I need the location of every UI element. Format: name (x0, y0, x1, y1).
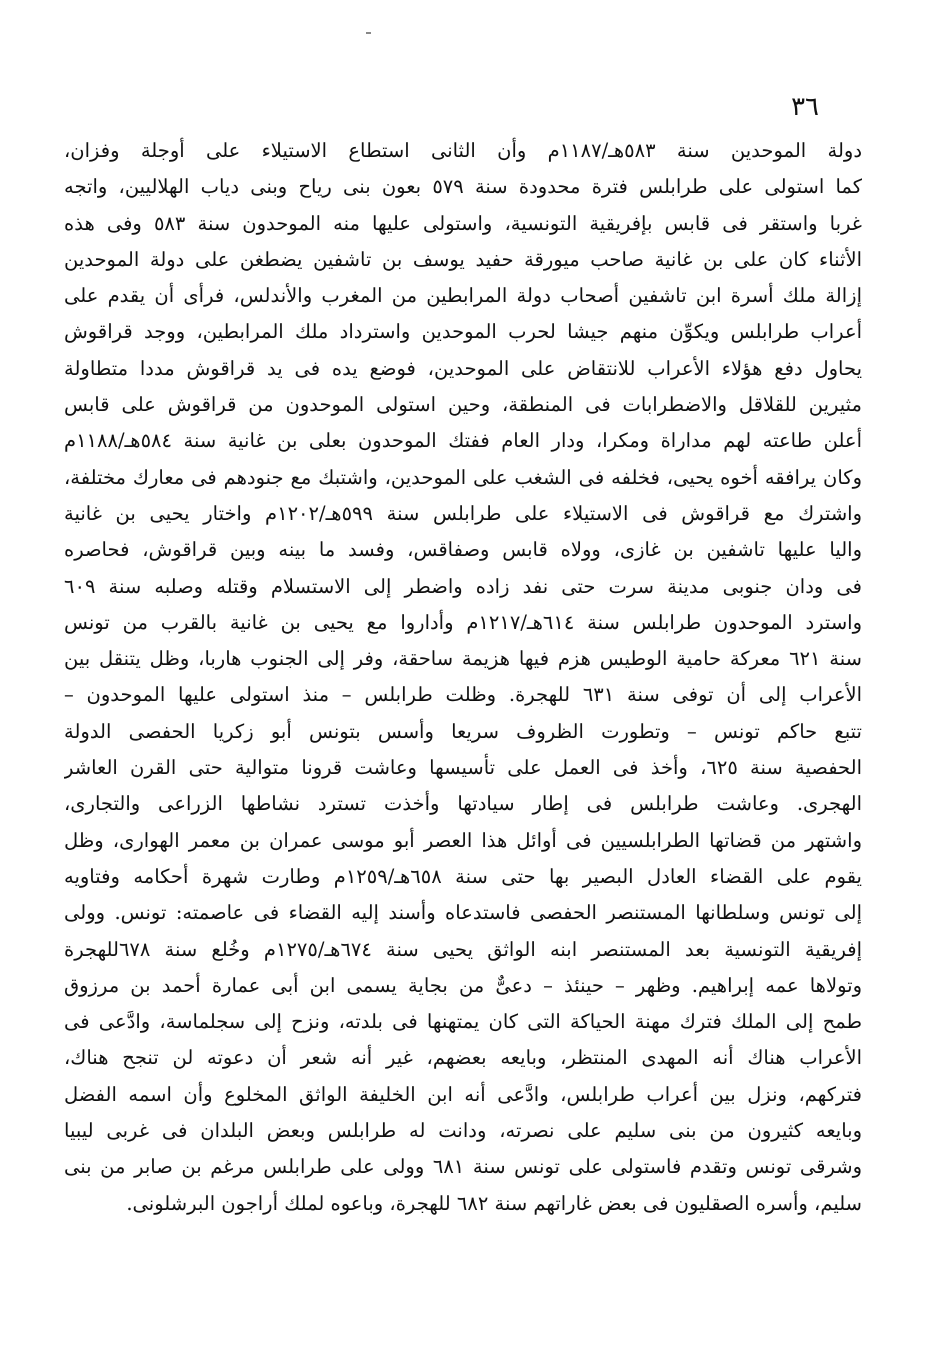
text-line: طمح إلى الملك فترك مهنة الحياكة التى كان يمتهنها فى بلدته، ونزح إلى سجلماسة، وادَّعى فى (64, 1010, 862, 1034)
text-line: يحاول دفع هؤلاء الأعراب للانتقاض على الموحدين، فوضع يده فى يد قراقوش مددا متطاولة (64, 356, 862, 380)
text-line: الأعراب إلى أن توفى سنة ٦٣١ للهجرة. وظلت طرابلس – منذ استولى عليها الموحدون – (64, 683, 862, 707)
text-line: الأعراب هناك أنه المهدى المنتظر، وبايعه بعضهم، غير أنه شعر أن دعوته لن تنجح هناك، (64, 1046, 862, 1070)
body-text (64, 133, 862, 1222)
text-line: تتبع حاكم تونس – وتطورت الظروف سريعا وأسس بتونس أبو زكريا الحفصى الدولة (64, 719, 862, 743)
text-line: الحفصية سنة ٦٢٥، وأخذ فى العمل على تأسيسها وعاشت قرونا متوالية حتى القرن العاشر (64, 756, 862, 780)
page-number: ٣٦ (791, 92, 819, 122)
text-line: واليا عليها تاشفين بن غازى، وولاه قابس وصفاقس، وفسد ما بينه وبين قراقوش، فحاصره (64, 538, 862, 562)
text-line: واشتهر من قضاتها الطرابلسيين فى أوائل هذا العصر أبو موسى عمران بن معمر الهوارى، وظل (64, 828, 862, 852)
text-line: دولة الموحدين سنة ٥٨٣هـ/١١٨٧م وأن الثانى استطاع الاستيلاء على أوجلة وفزان، (64, 139, 862, 162)
text-line: مثيرين للقلاقل والاضطرابات فى المنطقة، وحين استولى الموحدون من قراقوش على قابس (64, 393, 862, 417)
text-line: الأثناء كان على بن غانية صاحب ميورقة حفيد يوسف بن تاشفين يضطغن على دولة الموحدين (64, 247, 862, 271)
text-line: يقوم على القضاء العادل البصير بها حتى سنة ٦٥٨هـ/١٢٥٩م وطارت شهرة أحكامه وفتاويه (64, 864, 862, 888)
text-line: سنة ٦٢١ معركة حامية الوطيس هزم فيها هزيمة ساحقة، وفر إلى الجنوب هاربا، وظل يتنقل بين (64, 647, 862, 671)
text-line: فتركهم، ونزل بين أعراب طرابلس، وادَّعى أنه ابن الخليفة الواثق المخلوع وأن اسمه الفضل (64, 1082, 862, 1106)
text-line: أعلن طاعته لهم مداراة ومكرا، ودار العام ففتك الموحدون بعلى بن غانية سنة ٥٨٤هـ/١١٨٨م (64, 429, 862, 453)
text-line: وبايعه كثيرون من بنى سليم على نصرته، ودانت له طرابلس وبعض البلدان فى غربى ليبيا (64, 1119, 862, 1143)
text-line: كما استولى على طرابلس فترة محدودة سنة ٥٧٩ بعون بنى رياح وبنى دياب الهلاليين، واتجه (64, 175, 862, 199)
text-line: إزالة ملك أسرة ابن تاشفين أصحاب دولة المرابطين من المغرب والأندلس، فرأى أن يقدم على (64, 284, 862, 308)
text-line: وتولاها عمه إبراهيم. وظهر – حينئذ – دعىٌّ من بجاية يسمى ابن أبى عمارة أحمد بن مرزوق (64, 973, 862, 997)
text-line: غربا واستقر فى قابس بإفريقية التونسية، واستولى عليها منه الموحدون سنة ٥٨٣ وفى هذه (64, 211, 862, 235)
text-line: وكان يرافقه أخوه يحيى، فخلفه فى الشغب على الموحدين، واشتبك مع جنودهم فى معارك مختلفة، (64, 465, 862, 489)
text-line: سليم، وأسره الصقليون فى بعض غاراتهم سنة ٦٨٢ للهجرة، وباعوه لملك أراجون البرشلونى. (126, 1191, 862, 1215)
text-line: الهجرى. وعاشت طرابلس فى إطار سيادتها وأخذت تسترد نشاطها الزراعى والتجارى، (64, 792, 862, 816)
scan-speck (366, 32, 371, 34)
text-line: واسترد الموحدون طرابلس سنة ٦١٤هـ/١٢١٧م وأداروا مع يحيى بن غانية بالقرب من تونس (64, 610, 862, 634)
text-line: إفريقية التونسية بعد المستنصر ابنه الواثق يحيى سنة ٦٧٤هـ/١٢٧٥م وخُلع سنة ٦٧٨للهجرة (64, 937, 862, 961)
text-line: إلى تونس وسلطانها المستنصر الحفصى فاستدعاه وأسند إليه القضاء فى عاصمته: تونس. وولى (64, 901, 862, 925)
text-line: فى ودان جنوبى مدينة سرت حتى نفد زاده واضطر إلى الاستسلام وقتله وصلبه سنة ٦٠٩ (64, 574, 862, 598)
text-line: أعراب طرابلس ويكوِّن منهم جيشا لحرب الموحدين واسترداد ملك المرابطين، ووجد قراقوش (64, 320, 862, 344)
text-line: واشترك مع قراقوش فى الاستيلاء على طرابلس سنة ٥٩٩هـ/١٢٠٢م واختار يحيى بن غانية (64, 501, 862, 525)
text-line: وشرقى تونس وتقدم فاستولى على تونس سنة ٦٨١ وولى على طرابلس مرغم بن صابر من بنى (64, 1155, 862, 1179)
